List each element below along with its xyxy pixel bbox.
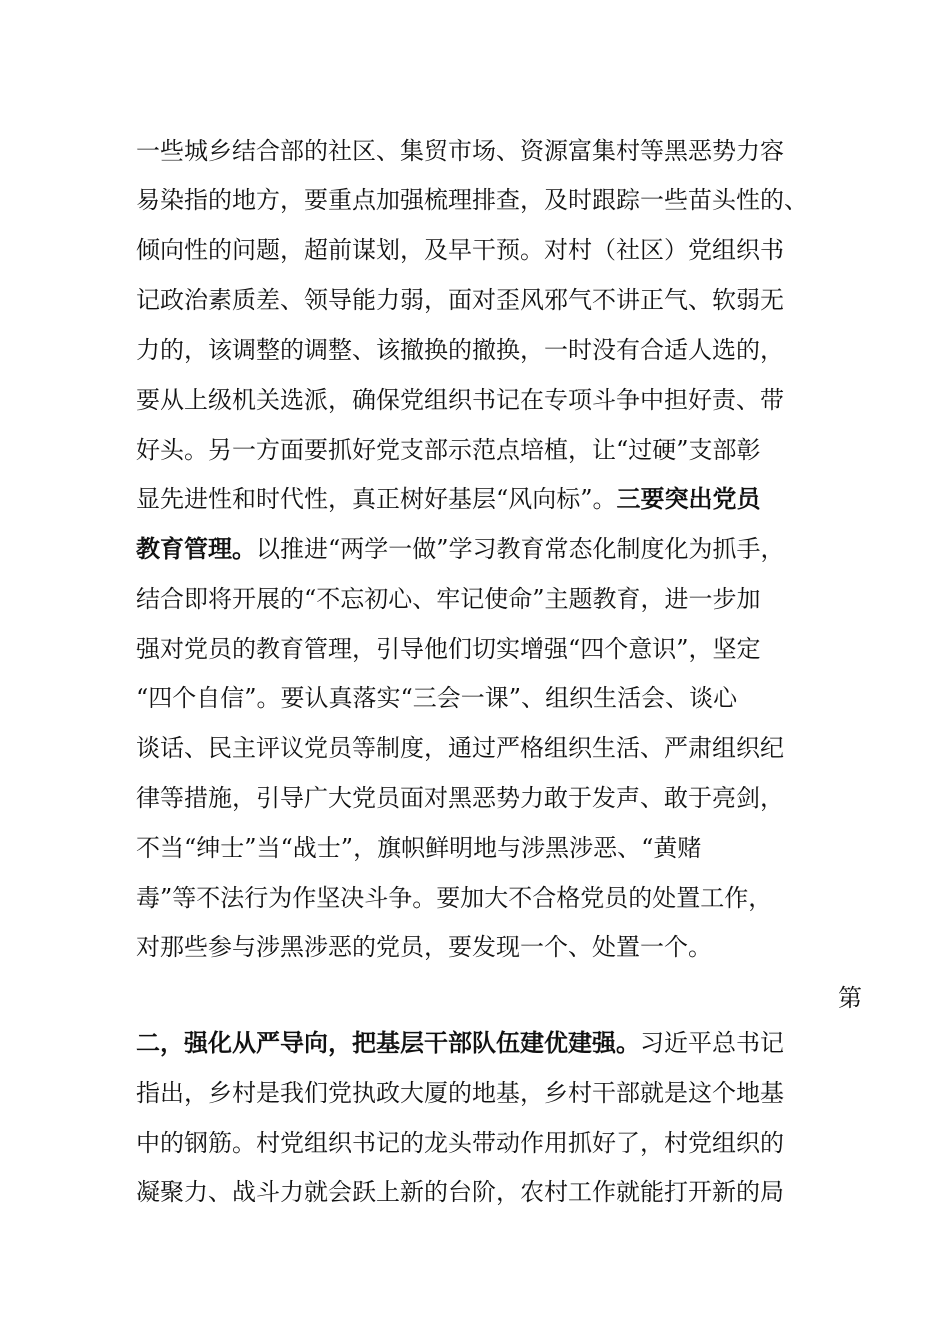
paragraph-line: 强对党员的教育管理，引导他们切实增强“四个意识”，坚定 <box>136 635 761 663</box>
paragraph-line: 好头。另一方面要抓好党支部示范点培植，让“过硬”支部彰 <box>136 436 761 464</box>
paragraph-line: 不当“绅士”当“战士”，旗帜鲜明地与涉黑涉恶、“黄赌 <box>136 834 702 862</box>
section-marker: 第 <box>838 984 862 1012</box>
paragraph-text: 以推进“两学一做”学习教育常态化制度化为抓手， <box>256 535 785 563</box>
paragraph-line: 倾向性的问题，超前谋划，及早干预。对村（社区）党组织书 <box>136 236 784 264</box>
bold-heading-text: 教育管理。 <box>136 535 256 563</box>
paragraph-line: 凝聚力、战斗力就会跃上新的台阶，农村工作就能打开新的局 <box>136 1178 784 1206</box>
bold-heading-text: 二，强化从严导向，把基层干部队伍建优建强。 <box>136 1029 640 1057</box>
paragraph-line: 中的钢筋。村党组织书记的龙头带动作用抓好了，村党组织的 <box>136 1129 784 1157</box>
paragraph-line: 记政治素质差、领导能力弱，面对歪风邪气不讲正气、软弱无 <box>136 286 784 314</box>
paragraph-line: 毒”等不法行为作坚决斗争。要加大不合格党员的处置工作， <box>136 884 773 912</box>
paragraph-line <box>136 484 856 514</box>
paragraph-line: 要从上级机关选派，确保党组织书记在专项斗争中担好责、带 <box>136 386 784 414</box>
paragraph-text: 习近平总书记 <box>640 1029 784 1057</box>
paragraph-line <box>136 1028 856 1058</box>
paragraph-line: 一些城乡结合部的社区、集贸市场、资源富集村等黑恶势力容 <box>136 137 784 165</box>
bold-heading-text: 三要突出党员 <box>616 485 761 513</box>
paragraph-text: 显先进性和时代性，真正树好基层“风向标”。 <box>136 485 617 513</box>
paragraph-line: “四个自信”。要认真落实“三会一课”、组织生活会、谈心 <box>136 684 738 712</box>
paragraph-line: 易染指的地方，要重点加强梳理排查，及时跟踪一些苗头性的、 <box>136 186 808 214</box>
paragraph-line: 谈话、民主评议党员等制度，通过严格组织生活、严肃组织纪 <box>136 734 784 762</box>
paragraph-line: 力的，该调整的调整、该撤换的撤换，一时没有合适人选的， <box>136 336 784 364</box>
paragraph-line: 对那些参与涉黑涉恶的党员，要发现一个、处置一个。 <box>136 933 712 961</box>
paragraph-line: 结合即将开展的“不忘初心、牢记使命”主题教育，进一步加 <box>136 585 761 613</box>
paragraph-line: 指出，乡村是我们党执政大厦的地基，乡村干部就是这个地基 <box>136 1079 784 1107</box>
paragraph-line <box>136 534 856 564</box>
paragraph-line: 律等措施，引导广大党员面对黑恶势力敢于发声、敢于亮剑， <box>136 784 784 812</box>
